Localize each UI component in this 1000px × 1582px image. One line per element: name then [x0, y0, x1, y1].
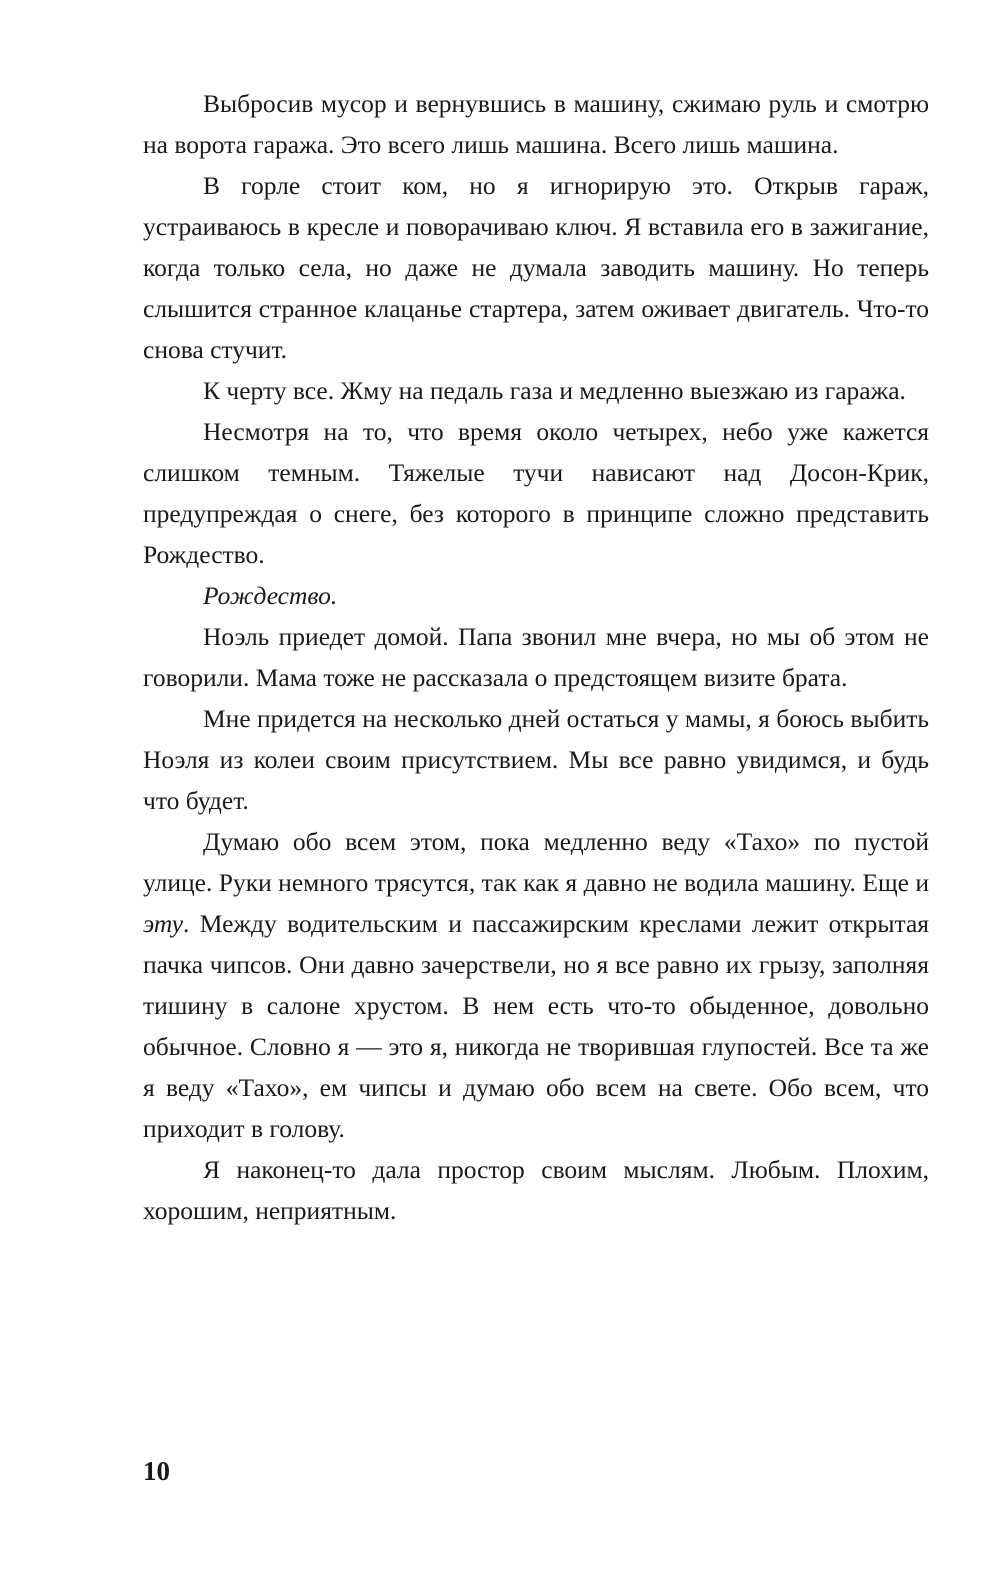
paragraph-noel: Ноэль приедет домой. Папа звонил мне вчера, но мы об этом не говорили. Мама тоже не рассказала о предстоящем визите брата.: [143, 622, 929, 692]
paragraph-drive-part2: . Между водительским и пассажирским креслами лежит открытая пачка чипсов. Они давно зачерствели, но я все равно их грызу, заполняя тишину в салоне хрустом. В нем есть что-то обыденное, довольно обычное. Словно я — это я, никогда не творившая глупостей. Все та же я веду «Тахо», ем чипсы и думаю обо всем на свете. Обо всем, что приходит в голову.: [143, 909, 929, 1143]
paragraph-last: Я наконец-то дала простор своим мыслям. Любым. Плохим, хорошим, неприятным.: [143, 1155, 929, 1225]
paragraph-1: Выбросив мусор и вернувшись в машину, сжимаю руль и смотрю на ворота гаража. Это всего лишь машина. Всего лишь машина.: [143, 89, 929, 159]
paragraph-4: Несмотря на то, что время около четырех, небо уже кажется слишком темным. Тяжелые тучи нависают над Досон-Крик, предупреждая о снеге, без которого в принципе сложно представить Рождество.: [143, 417, 929, 569]
paragraph-drive: [143, 821, 929, 1149]
paragraph-drive-part1: Думаю обо всем этом, пока медленно веду «Тахо» по пустой улице. Руки немного трясутся, так как я давно не водила машину. Еще и: [143, 827, 929, 897]
page-number: 10: [143, 1456, 170, 1486]
italic-christmas: Рождество.: [203, 581, 338, 610]
paragraph-2: В горле стоит ком, но я игнорирую это. Открыв гараж, устраиваюсь в кресле и поворачиваю ключ. Я вставила его в зажигание, когда только села, но даже не думала заводить машину. Но теперь слышится странное клацанье стартера, затем оживает двигатель. Что-то снова стучит.: [143, 171, 929, 364]
paragraph-3: К черту все. Жму на педаль газа и медленно выезжаю из гаража.: [203, 376, 906, 405]
paragraph-drive-italic: эту: [143, 909, 184, 938]
body-text: [143, 83, 929, 1231]
paragraph-mom: Мне придется на несколько дней остаться у мамы, я боюсь выбить Ноэля из колеи своим присутствием. Мы все равно увидимся, и будь что будет.: [143, 704, 929, 815]
paragraph-italic: [143, 575, 929, 616]
